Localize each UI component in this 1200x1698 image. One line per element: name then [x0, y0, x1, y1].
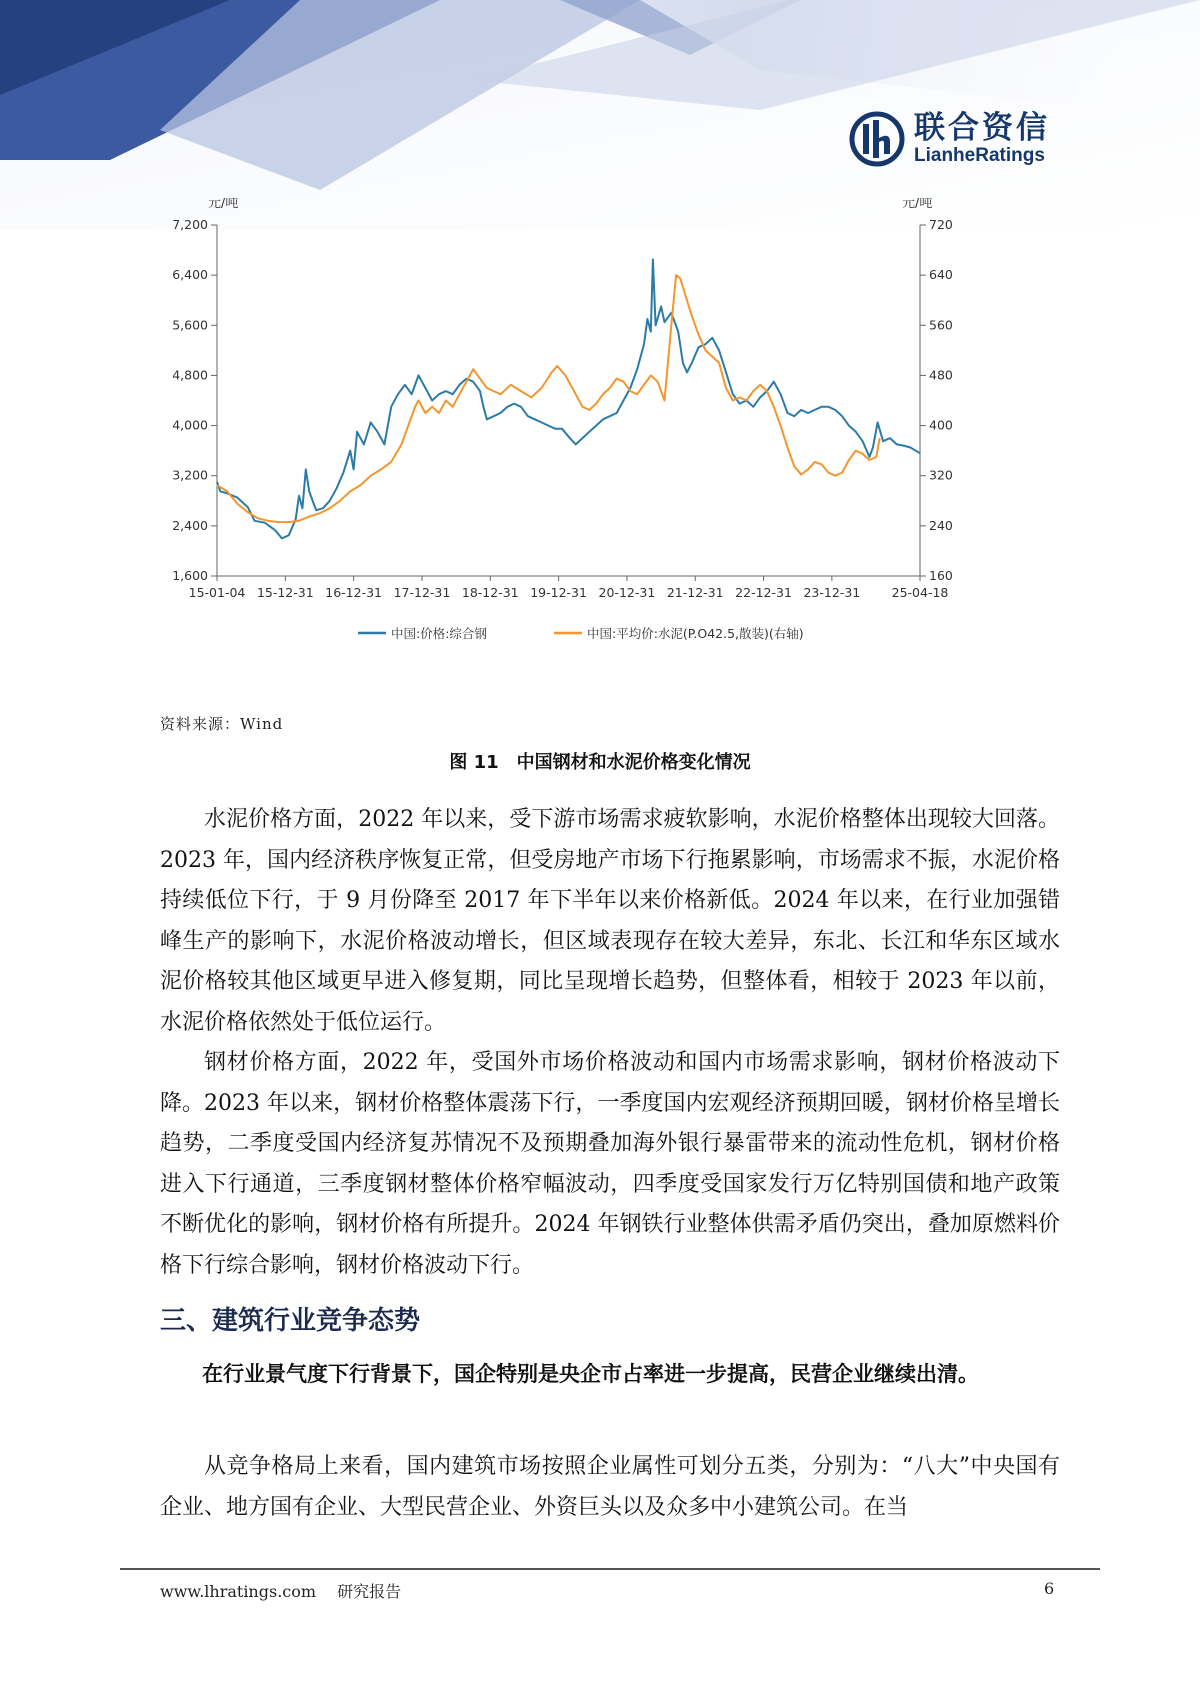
- section-heading: 三、建筑行业竞争态势: [160, 1306, 421, 1336]
- x-tick-label: 25-04-18: [891, 585, 949, 600]
- x-tick-label: 19-12-31: [530, 585, 587, 600]
- x-tick-label: 22-12-31: [735, 585, 792, 600]
- brand-name-en: LianheRatings: [914, 145, 1045, 166]
- y-left-tick-label: 1,600: [172, 568, 208, 583]
- lianhe-logo-icon: [848, 110, 906, 168]
- legend-label-steel: 中国:价格:综合钢: [391, 626, 487, 641]
- section-lead: 在行业景气度下行背景下，国企特别是央企市占率进一步提高，民营企业继续出清。: [202, 1362, 979, 1386]
- series-lines: [217, 260, 920, 539]
- right-axis-unit: 元/吨: [902, 198, 933, 211]
- y-right-axis: [920, 217, 953, 583]
- y-left-tick-label: 5,600: [172, 317, 208, 333]
- y-left-tick-label: 2,400: [172, 517, 208, 533]
- x-tick-label: 15-01-04: [188, 585, 246, 600]
- left-axis-unit: 元/吨: [208, 198, 239, 211]
- series-line-cement: [217, 275, 880, 522]
- x-axis: [189, 576, 949, 600]
- y-right-tick-label: 160: [929, 568, 953, 583]
- legend: [358, 626, 804, 641]
- footer-report-type: 研究报告: [337, 1582, 402, 1601]
- y-right-tick-label: 480: [929, 367, 953, 383]
- figure-caption: 图 11 中国钢材和水泥价格变化情况: [449, 752, 751, 773]
- x-tick-label: 17-12-31: [393, 585, 451, 600]
- x-tick-label: 16-12-31: [325, 585, 383, 600]
- body-text: [160, 800, 1060, 1286]
- y-right-tick-label: 720: [929, 217, 953, 232]
- y-left-tick-label: 3,200: [172, 467, 208, 483]
- y-right-tick-label: 640: [929, 267, 953, 283]
- y-right-tick-label: 240: [929, 517, 953, 533]
- footer: [160, 1579, 401, 1602]
- footer-rule: [120, 1568, 1100, 1570]
- paragraph-competition: 从竞争格局上来看，国内建筑市场按照企业属性可划分五类，分别为：“八大”中央国有企业、地方国有企业、大型民营企业、外资巨头以及众多中小建筑公司。在当: [160, 1454, 1060, 1520]
- paragraph-cement: 水泥价格方面，2022 年以来，受下游市场需求疲软影响，水泥价格整体出现较大回落。2023 年，国内经济秩序恢复正常，但受房地产市场下行拖累影响，市场需求不振，水泥价格持续低位下行，于 9 月份降至 2017 年下半年以来价格新低。2024 年以来，在行业加强错峰生产的影响下，水泥价格波动增长，但区域表现存在较大差异，东北、长江和华东区域水泥价格较其他区域更早进入修复期，同比呈现增长趋势，但整体看，相较于 2023 年以前，水泥价格依然处于低位运行。: [160, 807, 1060, 1035]
- x-tick-label: 18-12-31: [461, 585, 519, 600]
- y-left-tick-label: 7,200: [172, 217, 208, 232]
- x-tick-label: 23-12-31: [803, 585, 861, 600]
- series-line-steel: [217, 260, 920, 539]
- price-chart: [160, 198, 1060, 703]
- y-left-tick-label: 4,000: [172, 417, 208, 433]
- brand-name-cn: 联合资信: [914, 110, 1050, 146]
- brand-logo: [848, 110, 1050, 168]
- x-tick-label: 20-12-31: [598, 585, 656, 600]
- y-right-tick-label: 320: [929, 467, 953, 483]
- y-left-tick-label: 6,400: [172, 267, 208, 283]
- x-tick-label: 15-12-31: [256, 585, 314, 600]
- y-right-tick-label: 560: [929, 317, 953, 333]
- page-number: 6: [1044, 1579, 1055, 1598]
- price-line-chart: [160, 198, 1060, 703]
- y-left-tick-label: 4,800: [172, 367, 208, 383]
- footer-website[interactable]: www.lhratings.com: [160, 1582, 317, 1601]
- figure-source: 资料来源：Wind: [160, 715, 284, 733]
- x-tick-label: 21-12-31: [666, 585, 724, 600]
- paragraph-steel: 钢材价格方面，2022 年，受国外市场价格波动和国内市场需求影响，钢材价格波动下降。2023 年以来，钢材价格整体震荡下行，一季度国内宏观经济预期回暖，钢材价格呈增长趋势，二季度受国内经济复苏情况不及预期叠加海外银行暴雷带来的流动性危机，钢材价格进入下行通道，三季度钢材整体价格窄幅波动，四季度受国家发行万亿特别国债和地产政策不断优化的影响，钢材价格有所提升。2024 年钢铁行业整体供需矛盾仍突出，叠加原燃料价格下行综合影响，钢材价格波动下行。: [160, 1050, 1060, 1278]
- y-left-axis: [172, 217, 217, 583]
- y-right-tick-label: 400: [929, 417, 953, 433]
- legend-label-cement: 中国:平均价:水泥(P.O42.5,散装)(右轴): [587, 626, 804, 641]
